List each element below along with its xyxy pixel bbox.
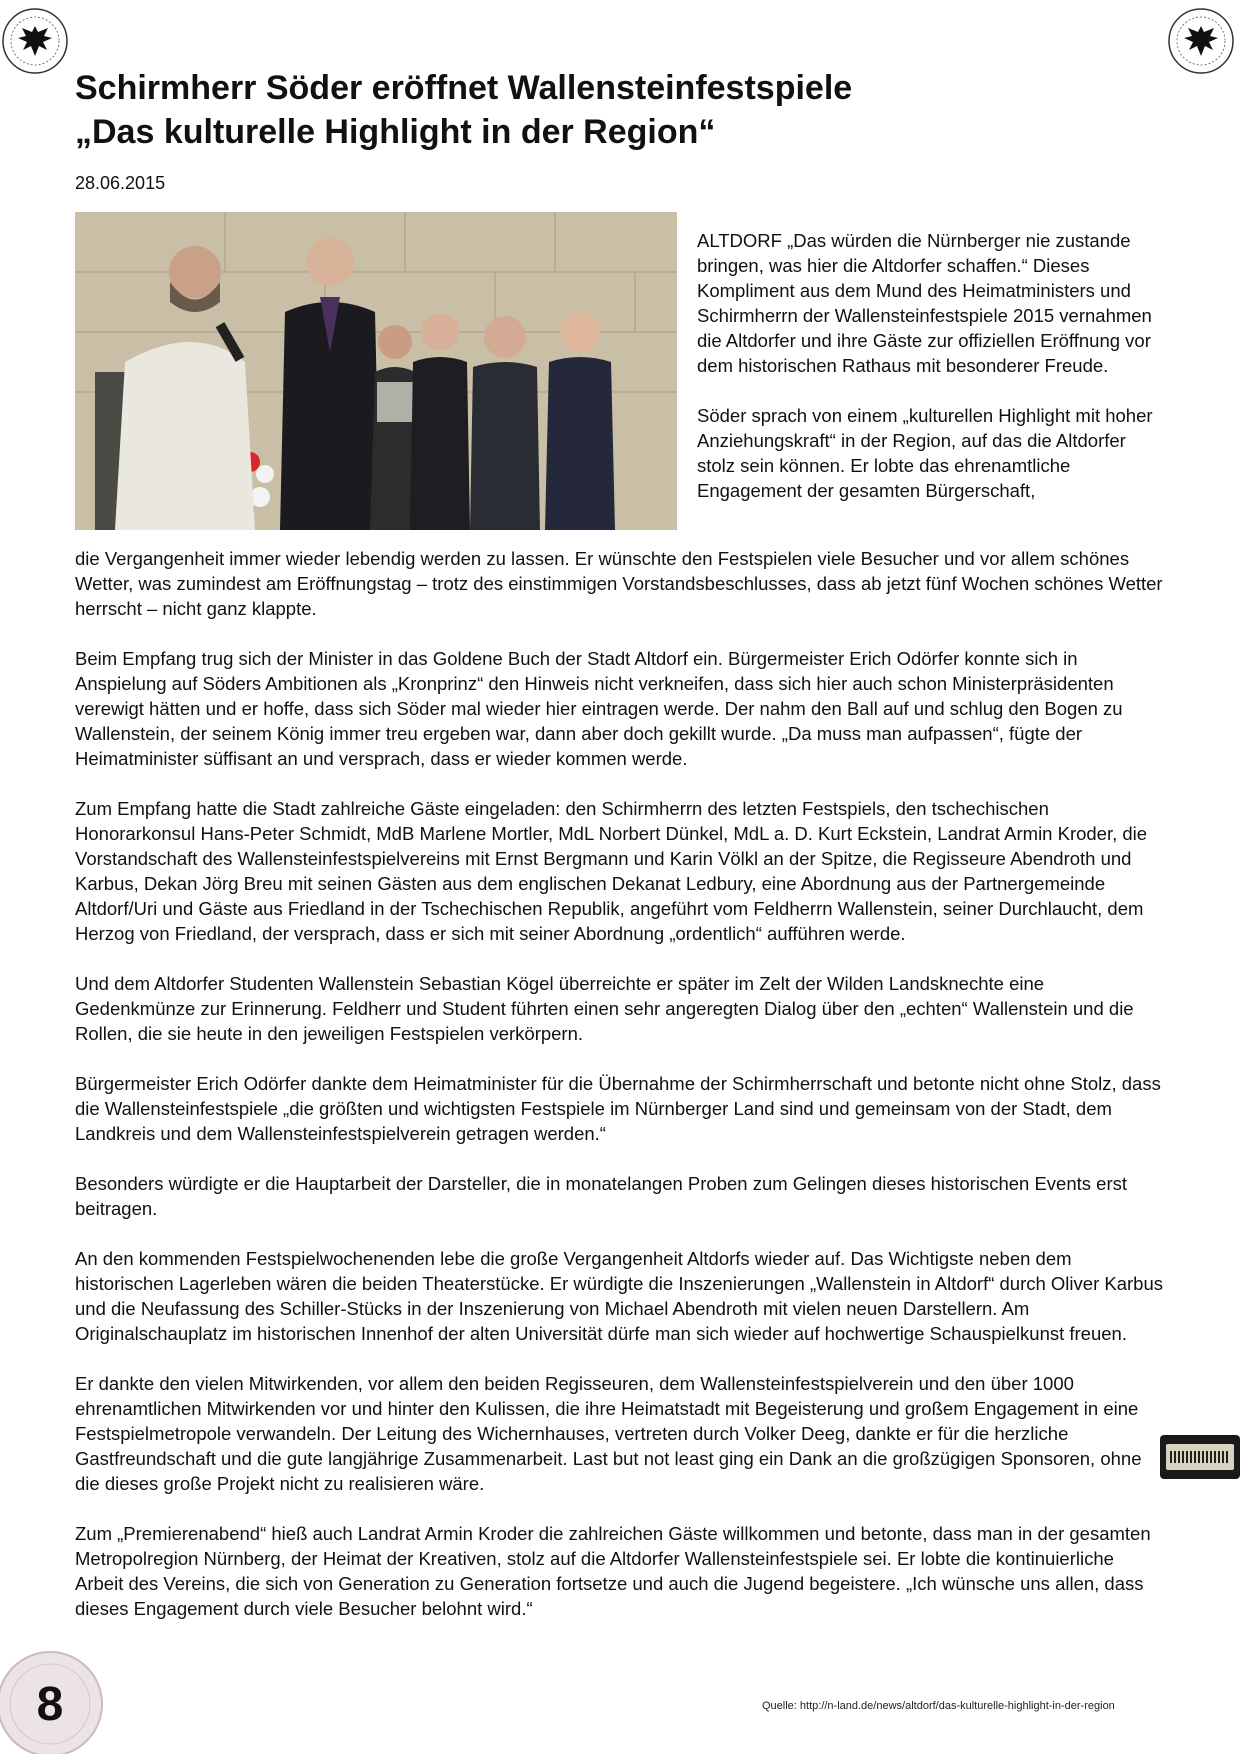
body-paragraph: Besonders würdigte er die Hauptarbeit der Darsteller, die in monatelangen Proben zum Gelingen dieses historischen Events erst beitragen. <box>75 1173 1127 1219</box>
body-paragraph: Er dankte den vielen Mitwirkenden, vor allem den beiden Regisseuren, dem Wallensteinfestspielverein und den über 1000 ehrenamtlichen Mitwirkenden vor und hinter den Kulissen, die ihre Heimatstadt mit Begeisterung und großem Engagement in eine Festspielmetropole verwandeln. Der Leitung des Wichernhauses, vertreten durch Volker Deeg, dankte er für die herzliche Gastfreundschaft und die gute langjährige Zusammenarbeit. Last but not least ging ein Dank an die großzügigen Sponsoren, ohne die dieses große Projekt nicht zu realisieren wäre. <box>75 1373 1142 1494</box>
body-paragraph: Zum „Premierenabend“ hieß auch Landrat Armin Kroder die zahlreichen Gäste willkommen und betonte, dass man in der gesamten Metropolregion Nürnberg, der Heimat der Kreativen, stolz auf die Altdorfer Wallensteinfestspiele sei. Er lobte die kontinuierliche Arbeit des Vereins, die sich von Generation zu Generation fortsetze und auch die Jugend begeistere. „Ich wünsche uns allen, dass dieses Engagement durch viele Besucher belohnt wird.“ <box>75 1523 1151 1619</box>
article-date: 28.06.2015 <box>75 173 166 193</box>
seal-watermark-icon <box>0 1634 110 1754</box>
black-eagle-seal-icon <box>1166 6 1236 76</box>
body-paragraph: Und dem Altdorfer Studenten Wallenstein Sebastian Kögel überreichte er später im Zelt der Wilden Landsknechte eine Gedenkmünze zur Erinnerung. Feldherr und Student führten einen sehr angeregten Dialog über den „echten“ Wallenstein und die Rollen, die sie heute in den jeweiligen Festspielen verkörpern. <box>75 973 1134 1044</box>
source-line: Quelle: http://n-land.de/news/altdorf/das-kulturelle-highlight-in-der-region <box>762 1700 1115 1712</box>
intro-paragraph: Söder sprach von einem „kulturellen Highlight mit hoher Anziehungskraft“ in der Region, auf das die Altdorfer stolz sein können. Er lobte das ehrenamtliche Engagement der gesamten Bürgerschaft, <box>697 405 1153 501</box>
eagle-seal-logo-left <box>0 6 70 76</box>
black-eagle-seal-icon <box>0 6 70 76</box>
body-paragraph: Beim Empfang trug sich der Minister in das Goldene Buch der Stadt Altdorf ein. Bürgermeister Erich Odörfer konnte sich in Anspielung auf Söders Ambitionen als „Kronprinz“ den Hinweis nicht verkneifen, dass sich hier auch schon Ministerpräsidenten verewigt hätten und er hoffe, dass sich Söder mal wieder hier eintragen werde. Der nahm den Ball auf und schlug den Bogen zu Wallenstein, der seinem König immer treu ergeben war, dann aber doch gekillt wurde. „Da muss man aufpassen“, fügte der Heimatminister süffisant an und versprach, dass er wieder kommen werde. <box>75 648 1123 769</box>
stamp-badge-inner <box>1166 1444 1234 1470</box>
group-photo-image <box>75 212 677 530</box>
body-paragraph: die Vergangenheit immer wieder lebendig werden zu lassen. Er wünschte den Festspielen viele Besucher und vor allem schönes Wetter, was zumindest am Eröffnungstag – trotz des einstimmigen Vorstandsbeschlusses, dass ab jetzt fünf Wochen schönes Wetter herrscht – nicht ganz klappte. <box>75 548 1163 619</box>
title-line-1: Schirmherr Söder eröffnet Wallensteinfestspiele <box>75 69 853 107</box>
article-title <box>75 66 1175 154</box>
body-paragraph: Zum Empfang hatte die Stadt zahlreiche Gäste eingeladen: den Schirmherrn des letzten Festspiels, den tschechischen Honorarkonsul Hans-Peter Schmidt, MdB Marlene Mortler, MdL Norbert Dünkel, MdL a. D. Kurt Eckstein, Landrat Armin Kroder, die Vorstandschaft des Wallensteinfestspielvereins mit Ernst Bergmann und Karin Völkl an der Spitze, die Regisseure Abendroth und Karbus, Dekan Jörg Breu mit seinen Gästen aus dem englischen Dekanat Ledbury, eine Abordnung aus der Partnergemeinde Altdorf/Uri und Gäste aus Friedland in der Tschechischen Republik, angeführt vom Feldherrn Wallenstein, seiner Durchlaucht, dem Herzog von Friedland, der versprach, dass er sich mit seiner Abordnung „ordentlich“ aufführen werde. <box>75 798 1148 944</box>
stamp-badge <box>1160 1435 1240 1479</box>
page-number-seal <box>0 1634 110 1754</box>
body-paragraph: Bürgermeister Erich Odörfer dankte dem Heimatminister für die Übernahme der Schirmherrschaft und betonte nicht ohne Stolz, dass die Wallensteinfestspiele „die größten und wichtigsten Festspiele im Nürnberger Land sind und gemeinsam von der Stadt, dem Landkreis und dem Wallensteinfestspielverein getragen werden.“ <box>75 1073 1161 1144</box>
intro-column <box>697 228 1164 528</box>
page-number: 8 <box>36 1678 64 1731</box>
eagle-seal-logo-right <box>1166 6 1236 76</box>
intro-paragraph: ALTDORF „Das würden die Nürnberger nie zustande bringen, was hier die Altdorfer schaffen.“ Dieses Kompliment aus dem Mund des Heimatministers und Schirmherrn der Wallensteinfestspiele 2015 vernahmen die Altdorfer und ihre Gäste zur offiziellen Eröffnung vor dem historischen Rathaus mit besonderer Freude. <box>697 230 1152 376</box>
title-line-2: „Das kulturelle Highlight in der Region“ <box>75 113 716 151</box>
body-paragraph: An den kommenden Festspielwochenenden lebe die große Vergangenheit Altdorfs wieder auf. Das Wichtigste neben dem historischen Lagerleben wären die beiden Theaterstücke. Er würdigte die Inszenierungen „Wallenstein in Altdorf“ durch Oliver Karbus und die Neufassung des Schiller-Stücks in der Inszenierung von Michael Abendroth mit vielen neuen Darstellern. Am Originalschauplatz im historischen Innenhof der alten Universität dürfe man sich wieder auf hochwertige Schauspielkunst freuen. <box>75 1248 1163 1344</box>
article-photo <box>75 212 677 530</box>
article-body <box>75 546 1165 1646</box>
